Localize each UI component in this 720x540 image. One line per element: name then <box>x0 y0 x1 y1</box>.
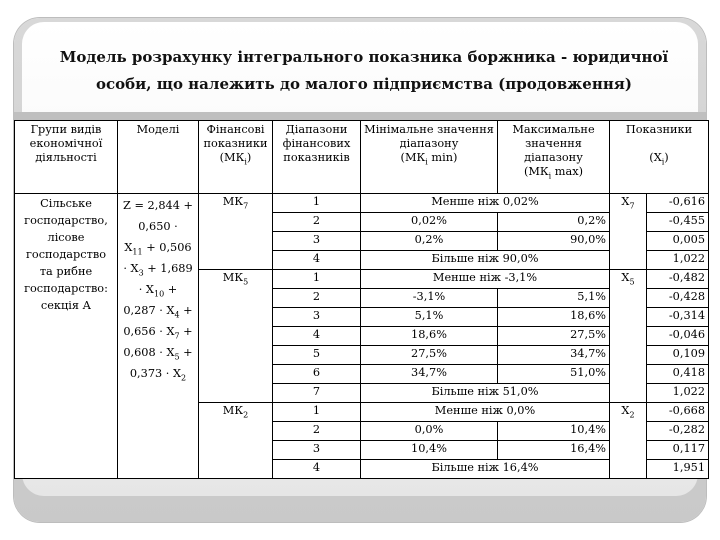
group-cell: Сільське господарство, лісове господарство та рибне господарство: секція А <box>15 194 118 479</box>
range-number: 3 <box>273 232 361 251</box>
formula-line: $0,656 \cdot X_7$ + <box>123 325 193 341</box>
title-line-1: Модель розрахунку інтегрального показника боржника - юридичної <box>59 48 669 66</box>
formula-line: $0,287 \cdot X_4$ + <box>123 304 193 320</box>
range-merged: Більше ніж 51,0% <box>361 384 610 403</box>
indicator-value: -0,282 <box>647 422 709 441</box>
range-max: 0,2% <box>498 213 610 232</box>
range-merged: Менше ніж 0,02% <box>361 194 610 213</box>
fin-indicator-cell: $МК_5$ <box>199 270 273 403</box>
header-min: Мінімальне значення діапазону ($МК_i$ min) <box>361 121 498 194</box>
range-min: 34,7% <box>361 365 498 384</box>
formula-line: $0,608 \cdot X_5$ + <box>123 346 193 362</box>
header-groups: Групи видів економічної діяльності <box>15 121 118 194</box>
fin-indicator-cell: $МК_7$ <box>199 194 273 270</box>
indicator-value: -0,046 <box>647 327 709 346</box>
formula-line: Z = 2,844 + <box>123 199 193 212</box>
range-max: 16,4% <box>498 441 610 460</box>
header-max: Максимальне значення діапазону ($МК_i$ max) <box>498 121 610 194</box>
range-number: 4 <box>273 460 361 479</box>
range-number: 2 <box>273 289 361 308</box>
range-number: 1 <box>273 403 361 422</box>
range-max: 27,5% <box>498 327 610 346</box>
range-number: 5 <box>273 346 361 365</box>
model-table <box>14 120 709 479</box>
model-formula-cell <box>118 194 199 479</box>
header-indicators: Показники $(Х_i)$ <box>610 121 709 194</box>
range-number: 1 <box>273 270 361 289</box>
range-merged: Менше ніж 0,0% <box>361 403 610 422</box>
range-min: 5,1% <box>361 308 498 327</box>
table-row <box>15 194 709 213</box>
range-merged: Менше ніж -3,1% <box>361 270 610 289</box>
range-max: 51,0% <box>498 365 610 384</box>
indicator-value: 0,005 <box>647 232 709 251</box>
formula-line: · $X_{10}$ + <box>138 283 178 299</box>
indicator-symbol: $Х_5$ <box>610 270 647 403</box>
range-number: 2 <box>273 213 361 232</box>
header-fin-indicators: Фінансові показники $(МК_i)$ <box>199 121 273 194</box>
header-row <box>15 121 709 194</box>
indicator-value: 1,022 <box>647 251 709 270</box>
range-min: 0,02% <box>361 213 498 232</box>
range-number: 7 <box>273 384 361 403</box>
header-ranges: Діапазони фінансових показників <box>273 121 361 194</box>
range-max: 34,7% <box>498 346 610 365</box>
fin-indicator-cell: $МК_2$ <box>199 403 273 479</box>
divider-band <box>14 112 706 120</box>
range-min: 10,4% <box>361 441 498 460</box>
indicator-symbol: $Х_2$ <box>610 403 647 479</box>
range-number: 3 <box>273 441 361 460</box>
range-max: 90,0% <box>498 232 610 251</box>
range-min: 27,5% <box>361 346 498 365</box>
range-number: 4 <box>273 251 361 270</box>
title-line-2: особи, що належить до малого підприємства (продовження) <box>96 75 632 93</box>
indicator-value: 1,951 <box>647 460 709 479</box>
indicator-value: -0,455 <box>647 213 709 232</box>
indicator-symbol: $Х_7$ <box>610 194 647 270</box>
indicator-value: -0,314 <box>647 308 709 327</box>
range-min: -3,1% <box>361 289 498 308</box>
range-max: 18,6% <box>498 308 610 327</box>
header-models: Моделі <box>118 121 199 194</box>
range-number: 4 <box>273 327 361 346</box>
indicator-value: 0,109 <box>647 346 709 365</box>
range-max: 10,4% <box>498 422 610 441</box>
indicator-value: -0,428 <box>647 289 709 308</box>
indicator-value: -0,668 <box>647 403 709 422</box>
range-min: 18,6% <box>361 327 498 346</box>
range-number: 2 <box>273 422 361 441</box>
range-number: 6 <box>273 365 361 384</box>
indicator-value: -0,616 <box>647 194 709 213</box>
indicator-value: 0,117 <box>647 441 709 460</box>
formula-line: $0,373 \cdot X_2$ <box>129 367 187 383</box>
formula-line: $X_{11} + 0,506$ <box>124 241 192 257</box>
range-number: 3 <box>273 308 361 327</box>
range-max: 5,1% <box>498 289 610 308</box>
table-body <box>15 194 709 479</box>
slide-title <box>44 44 684 98</box>
indicator-value: -0,482 <box>647 270 709 289</box>
range-min: 0,0% <box>361 422 498 441</box>
indicator-value: 1,022 <box>647 384 709 403</box>
formula-line: 0,650 · <box>138 220 178 233</box>
range-min: 0,2% <box>361 232 498 251</box>
range-merged: Більше ніж 16,4% <box>361 460 610 479</box>
range-number: 1 <box>273 194 361 213</box>
formula-line: · $X_3 + 1,689$ <box>123 262 193 278</box>
indicator-value: 0,418 <box>647 365 709 384</box>
range-merged: Більше ніж 90,0% <box>361 251 610 270</box>
